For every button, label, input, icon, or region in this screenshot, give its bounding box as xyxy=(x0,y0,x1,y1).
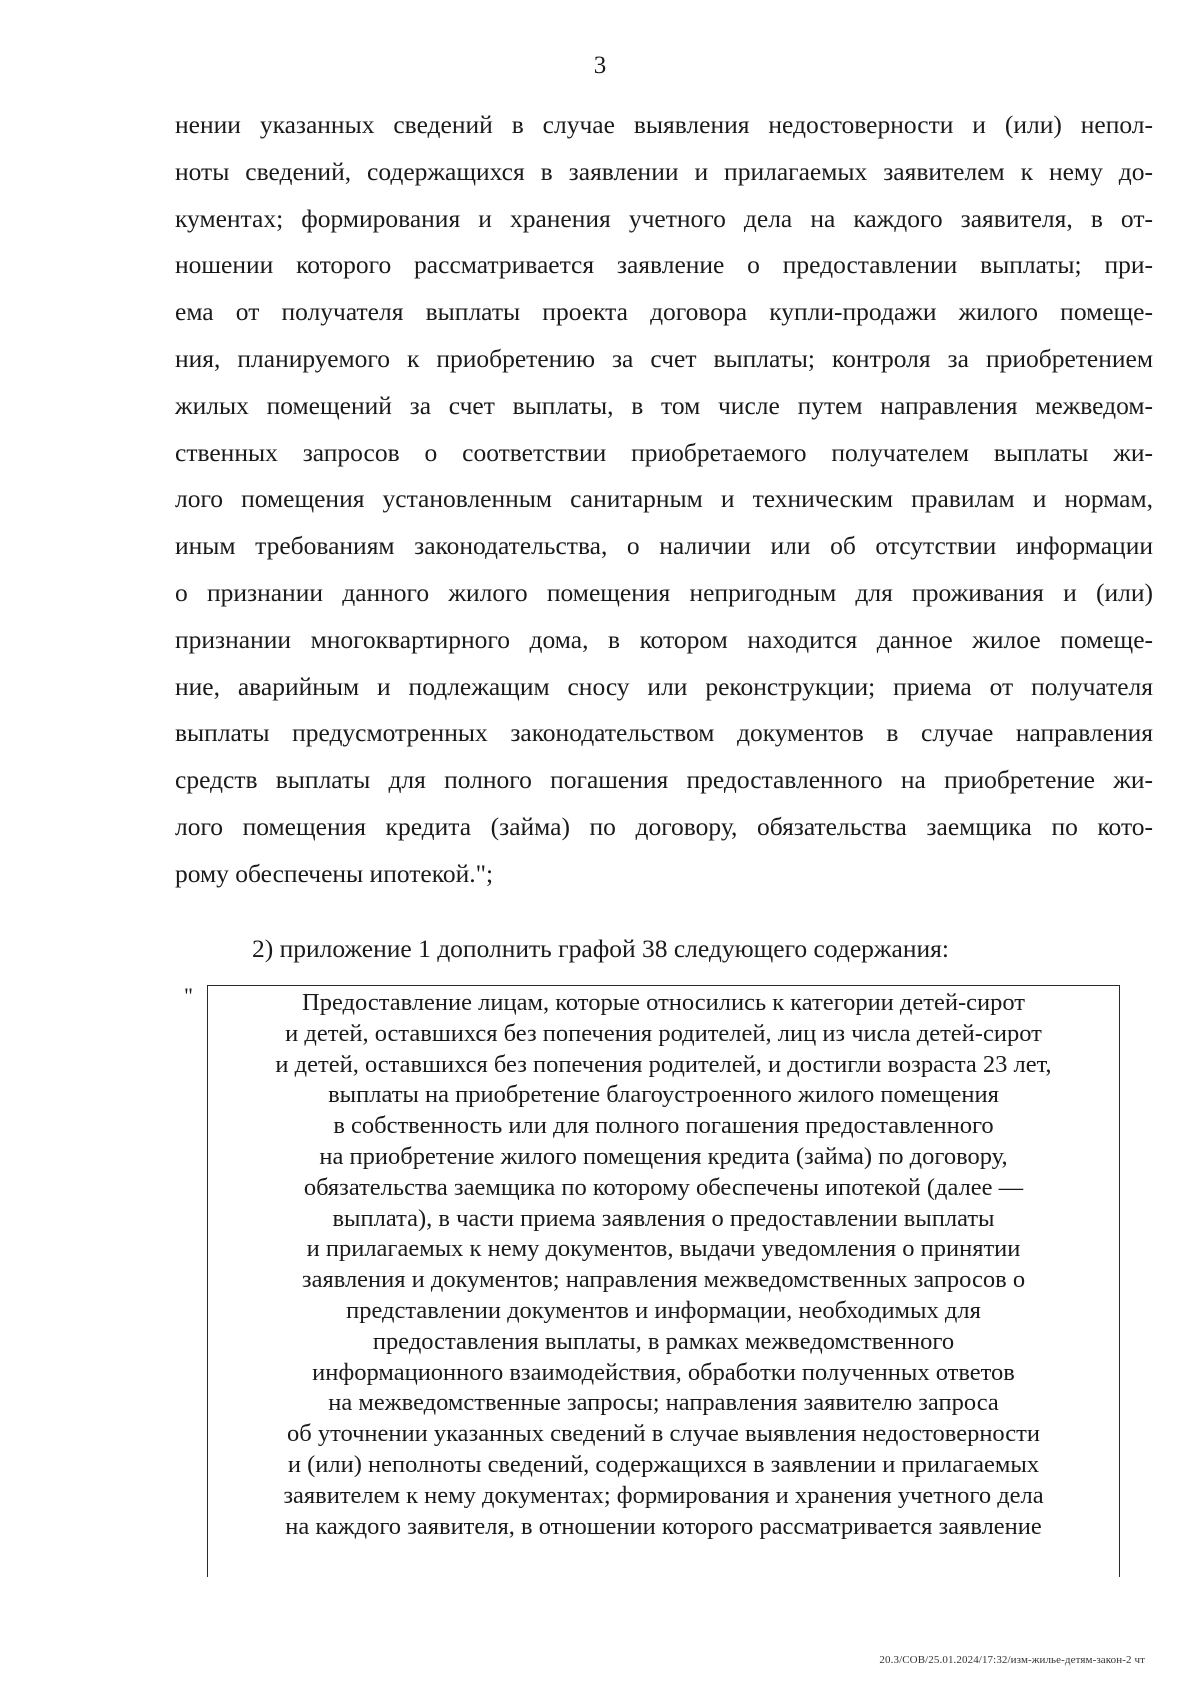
table-line: об уточнении указанных сведений в случае выявления недостоверности xyxy=(287,1420,1040,1448)
table-line: и прилагаемых к нему документов, выдачи уведомления о принятии xyxy=(306,1235,1021,1263)
table-line: информационного взаимодействия, обработки полученных ответов xyxy=(312,1358,1015,1386)
table-line: предоставления выплаты, в рамках межведомственного xyxy=(372,1327,955,1355)
table-line: выплаты на приобретение благоустроенного жилого помещения xyxy=(328,1081,999,1109)
body-line: лого помещения кредита (займа) по договору, обязательства заемщика по кото- xyxy=(175,811,1153,841)
list-item-2: 2) приложение 1 дополнить графой 38 следующего содержания: xyxy=(252,934,949,963)
table-line: на приобретение жилого помещения кредита (займа) по договору, xyxy=(319,1142,1008,1170)
table-line: представлении документов и информации, необходимых для xyxy=(346,1296,981,1324)
table-line: на каждого заявителя, в отношении которого рассматривается заявление xyxy=(285,1512,1042,1540)
table-line: заявления и документов; направления межведомственных запросов о xyxy=(301,1266,1026,1294)
table-line: и (или) неполноты сведений, содержащихся в заявлении и прилагаемых xyxy=(287,1450,1040,1478)
page-number: 3 xyxy=(593,52,607,79)
body-line: ственных запросов о соответствии приобретаемого получателем выплаты жи- xyxy=(175,437,1153,467)
body-line: ношении которого рассматривается заявление о предоставлении выплаты; при- xyxy=(175,250,1153,280)
table-line: выплата), в части приема заявления о предоставлении выплаты xyxy=(332,1204,995,1232)
body-line: лого помещения установленным санитарным и техническим правилам и нормам, xyxy=(175,484,1153,514)
table-line: Предоставление лицам, которые относились к категории детей-сирот xyxy=(302,989,1025,1016)
table-line: и детей, оставшихся без попечения родителей, и достигли возраста 23 лет, xyxy=(275,1050,1052,1078)
body-line: нении указанных сведений в случае выявления недостоверности и (или) непол- xyxy=(175,110,1153,139)
table-line: на межведомственные запросы; направления заявителю запроса xyxy=(328,1389,999,1417)
body-line: ния, планируемого к приобретению за счет выплаты; контроля за приобретением xyxy=(175,343,1153,373)
table-line: заявителем к нему документах; формирования и хранения учетного дела xyxy=(283,1481,1044,1509)
body-line: жилых помещений за счет выплаты, в том числе путем направления межведом- xyxy=(175,390,1153,420)
body-line: признании многоквартирного дома, в котором находится данное жилое помеще- xyxy=(175,624,1153,654)
body-line: ема от получателя выплаты проекта договора купли-продажи жилого помеще- xyxy=(175,297,1153,327)
body-line: иным требованиям законодательства, о наличии или об отсутствии информации xyxy=(175,531,1153,561)
table-cell-text xyxy=(208,988,1119,1542)
body-paragraph xyxy=(175,102,1153,898)
body-line: средств выплаты для полного погашения предоставленного на приобретение жи- xyxy=(175,765,1153,795)
body-line: кументах; формирования и хранения учетного дела на каждого заявителя, в от- xyxy=(175,203,1153,233)
table-line: обязательства заемщика по которому обеспечены ипотекой (далее — xyxy=(303,1173,1024,1201)
table-line: в собственность или для полного погашения предоставленного xyxy=(333,1112,994,1140)
body-line: рому обеспечены ипотекой."; xyxy=(175,858,494,888)
body-line: выплаты предусмотренных законодательством документов в случае направления xyxy=(175,718,1153,748)
body-line: о признании данного жилого помещения непригодным для проживания и (или) xyxy=(175,577,1153,607)
table-line: и детей, оставшихся без попечения родителей, лиц из числа детей-сирот xyxy=(285,1019,1042,1047)
body-line: ние, аварийным и подлежащим сносу или реконструкции; приема от получателя xyxy=(175,671,1153,701)
body-line: ноты сведений, содержащихся в заявлении и прилагаемых заявителем к нему до- xyxy=(175,156,1153,186)
document-footer-code: 20.3/СОВ/25.01.2024/17:32/изм-жилье-детям-закон-2 чт xyxy=(879,1654,1145,1666)
opening-quote: " xyxy=(184,983,193,1008)
